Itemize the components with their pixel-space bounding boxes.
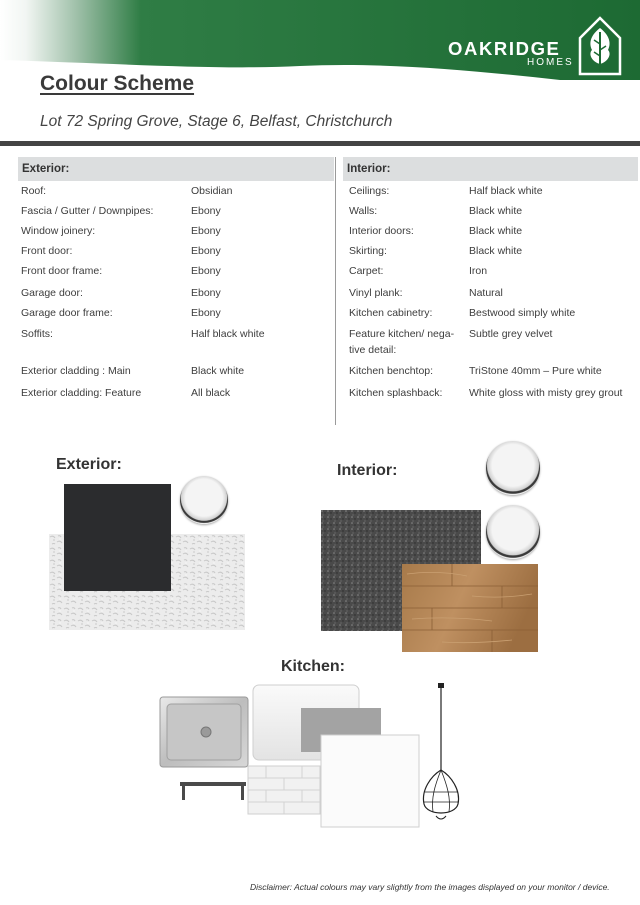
brand-sub: HOMES [527, 57, 574, 68]
int-label-feature: Feature kitchen/ nega-tive detail: [349, 328, 455, 356]
int-value-feature: Subtle grey velvet [469, 328, 553, 340]
brand-name: OAKRIDGE [448, 38, 561, 59]
ext-label-garage-frame: Garage door frame: [21, 307, 113, 319]
int-label-walls: Walls: [349, 205, 378, 217]
int-value-carpet: Iron [469, 265, 488, 277]
paint-pot-exterior-icon [180, 476, 228, 524]
ext-label-fascia: Fascia / Gutter / Downpipes: [21, 205, 154, 217]
title-rule [0, 141, 640, 146]
ext-label-roof: Roof: [21, 185, 47, 197]
int-value-ceilings: Half black white [469, 185, 543, 197]
ext-value-garage-frame: Ebony [191, 307, 221, 319]
ext-value-fascia: Ebony [191, 205, 221, 217]
sink-icon [160, 697, 248, 767]
ext-label-soffits: Soffits: [21, 328, 53, 340]
cabinet-handle-icon [180, 782, 246, 800]
interior-board-label: Interior: [337, 462, 398, 479]
kitchen-board [155, 680, 485, 830]
int-label-cabinetry: Kitchen cabinetry: [349, 307, 433, 319]
ext-value-front-door-frame: Ebony [191, 265, 221, 277]
ext-label-cladding-main: Exterior cladding : Main [21, 365, 131, 377]
oak-leaf-house-icon [576, 14, 624, 76]
exterior-table-header: Exterior: [18, 157, 334, 181]
ext-label-window: Window joinery: [21, 225, 96, 237]
int-label-doors: Interior doors: [349, 225, 414, 237]
ext-label-cladding-feature: Exterior cladding: Feature [21, 387, 142, 399]
ext-label-garage-door: Garage door: [21, 287, 83, 299]
ext-value-cladding-feature: All black [191, 387, 231, 399]
interior-table-header: Interior: [343, 157, 638, 181]
ext-value-cladding-main: Black white [191, 365, 245, 377]
int-value-benchtop: TriStone 40mm – Pure white [469, 365, 602, 377]
table-divider [335, 157, 336, 425]
ext-value-roof: Obsidian [191, 185, 233, 197]
ext-value-front-door: Ebony [191, 245, 221, 257]
int-value-walls: Black white [469, 205, 523, 217]
kitchen-board-label: Kitchen: [281, 658, 345, 675]
int-label-benchtop: Kitchen benchtop: [349, 365, 434, 377]
pendant-light-icon [423, 683, 458, 819]
int-label-splashback: Kitchen splashback: [349, 387, 443, 399]
page-subtitle: Lot 72 Spring Grove, Stage 6, Belfast, Christchurch [40, 113, 393, 130]
ext-value-soffits: Half black white [191, 328, 265, 340]
disclaimer: Disclaimer: Actual colours may vary slightly from the images displayed on your monitor / device. [250, 882, 610, 892]
subway-tile-swatch [248, 766, 320, 814]
int-label-carpet: Carpet: [349, 265, 384, 277]
paint-pot-walls-icon [486, 505, 540, 559]
int-label-vinyl: Vinyl plank: [349, 287, 403, 299]
int-label-skirting: Skirting: [349, 245, 387, 257]
page-title: Colour Scheme [40, 72, 195, 95]
int-value-skirting: Black white [469, 245, 523, 257]
ext-label-front-door-frame: Front door frame: [21, 265, 103, 277]
ext-value-garage-door: Ebony [191, 287, 221, 299]
ext-label-front-door: Front door: [21, 245, 73, 257]
vinyl-plank-swatch [402, 564, 538, 652]
int-value-doors: Black white [469, 225, 523, 237]
int-value-cabinetry: Bestwood simply white [469, 307, 576, 319]
paint-pot-ceiling-icon [486, 441, 540, 495]
exterior-board-label: Exterior: [56, 456, 122, 473]
benchtop-swatch [321, 735, 419, 827]
int-value-splashback: White gloss with misty grey grout [469, 387, 623, 399]
int-label-ceilings: Ceilings: [349, 185, 390, 197]
ext-value-window: Ebony [191, 225, 221, 237]
black-cladding-swatch [64, 484, 171, 591]
int-value-vinyl: Natural [469, 287, 503, 299]
